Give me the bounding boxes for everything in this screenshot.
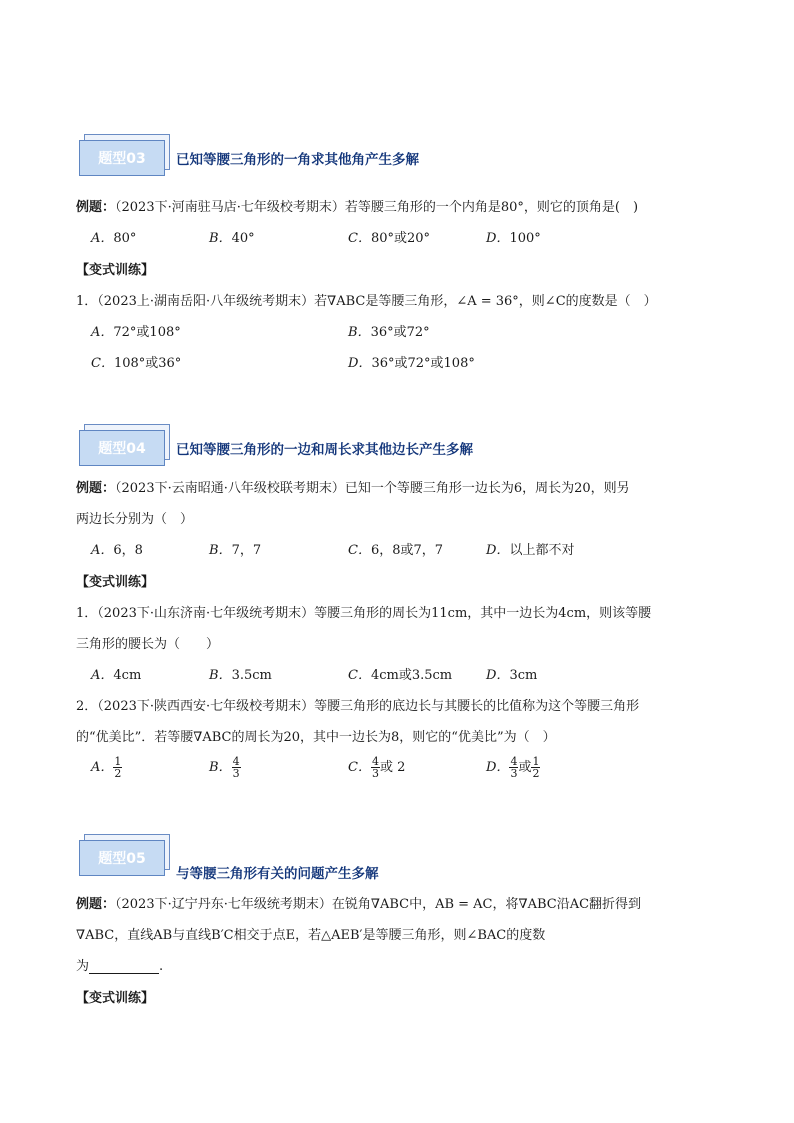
- option-a: A．80°: [91, 231, 137, 246]
- option-b: B．40°: [209, 231, 255, 246]
- option-b: B．36°或72°: [348, 325, 430, 340]
- fraction: $\frac{4}{3}$: [371, 755, 379, 780]
- option-c: C．108°或36°: [91, 356, 182, 371]
- section-title: 已知等腰三角形的一边和周长求其他边长产生多解: [176, 442, 473, 458]
- option-c: C． $\frac{4}{3}$ 或 2: [348, 755, 406, 780]
- section-badge: 题型03: [79, 140, 165, 176]
- section-badge: 题型04: [79, 430, 165, 466]
- section-title: 与等腰三角形有关的问题产生多解: [176, 866, 379, 882]
- example-question: 例题：（2023下·云南昭通·八年级校联考期末）已知一个等腰三角形一边长为6，周长为20，则另: [76, 481, 630, 496]
- fraction: $\frac{1}{2}$: [532, 755, 540, 780]
- practice-label: 【变式训练】: [76, 575, 155, 590]
- fraction: $\frac{4}{3}$: [232, 755, 240, 780]
- practice-question-2-cont: 的“优美比”．若等腰∇ABC的周长为20，其中一边长为8，则它的“优美比”为（ ）: [76, 730, 556, 745]
- practice-question-1-cont: 三角形的腰长为（ ）: [76, 637, 220, 652]
- option-d: D．100°: [486, 231, 541, 246]
- option-d: D．以上都不对: [486, 543, 575, 558]
- practice-label: 【变式训练】: [76, 991, 155, 1006]
- option-a: A． $\frac{1}{2}$: [91, 755, 122, 780]
- practice-question-2: 2．（2023下·陕西西安·七年级校考期末）等腰三角形的底边长与其腰长的比值称为这个等腰三角形: [76, 699, 640, 714]
- fraction: $\frac{4}{3}$: [510, 755, 518, 780]
- option-b: B． $\frac{4}{3}$: [209, 755, 240, 780]
- option-c: C．4cm或3.5cm: [348, 668, 453, 683]
- answer-blank[interactable]: [89, 961, 159, 974]
- example-question: 例题：（2023下·辽宁丹东·七年级统考期末）在锐角∇ABC中，AB = AC，将∇ABC沿AC翻折得到: [76, 897, 642, 912]
- example-question-cont: 两边长分别为（ ）: [76, 512, 194, 527]
- example-label: 例题：: [76, 200, 116, 215]
- option-d: D．36°或72°或108°: [348, 356, 475, 371]
- option-a: A．4cm: [91, 668, 142, 683]
- option-c: C．6，8或7，7: [348, 543, 444, 558]
- option-b: B．3.5cm: [209, 668, 272, 683]
- example-text: （2023下·河南驻马店·七年级校考期末）若等腰三角形的一个内角是80°，则它的顶角是( ): [115, 200, 639, 215]
- option-c: C．80°或20°: [348, 231, 431, 246]
- section-title: 已知等腰三角形的一角求其他角产生多解: [176, 152, 419, 168]
- option-a: A．6，8: [91, 543, 143, 558]
- option-b: B．7，7: [209, 543, 262, 558]
- practice-label: 【变式训练】: [76, 263, 155, 278]
- option-d: D．3cm: [486, 668, 538, 683]
- example-question: [76, 196, 638, 215]
- example-question-end: 为 .: [76, 959, 164, 974]
- section-badge: 题型05: [79, 840, 165, 876]
- example-question-cont: ∇ABC，直线AB与直线B′C相交于点E，若△AEB′是等腰三角形，则∠BAC的度数: [76, 928, 546, 943]
- fraction: $\frac{1}{2}$: [114, 755, 122, 780]
- option-d: D． $\frac{4}{3}$ 或 $\frac{1}{2}$: [486, 755, 540, 780]
- option-a: A．72°或108°: [91, 325, 181, 340]
- practice-question-1: 1．（2023下·山东济南·七年级统考期末）等腰三角形的周长为11cm，其中一边长为4cm，则该等腰: [76, 606, 652, 621]
- practice-question-1: 1．（2023上·湖南岳阳·八年级统考期末）若∇ABC是等腰三角形，∠A = 36°，则∠C的度数是（ ）: [76, 294, 657, 309]
